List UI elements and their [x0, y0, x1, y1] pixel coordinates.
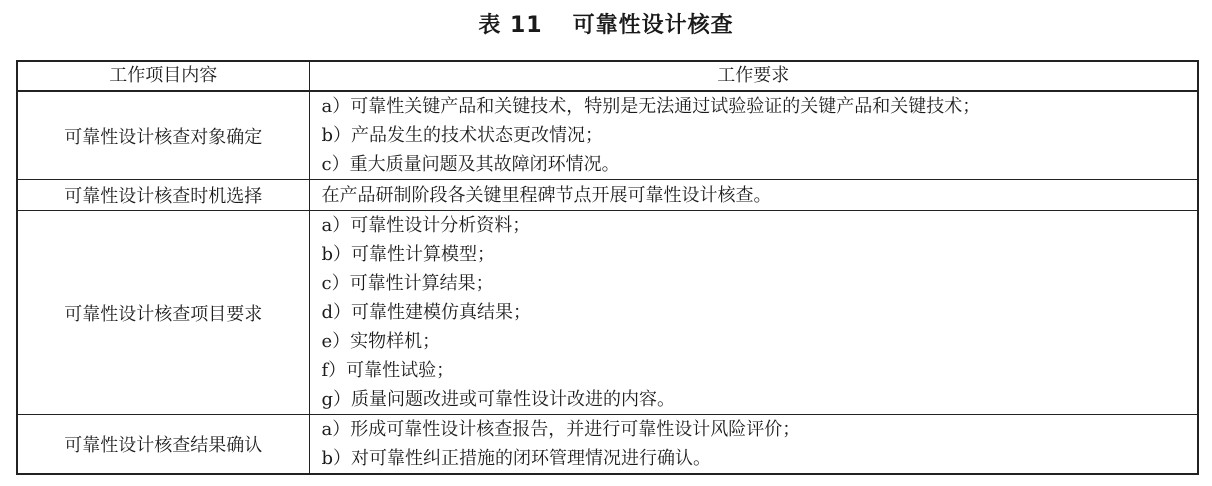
requirement-line: b）对可靠性纠正措施的闭环管理情况进行确认。	[321, 448, 712, 469]
requirement-line: a）可靠性设计分析资料；	[321, 215, 531, 236]
requirement-line: a）形成可靠性设计核查报告，并进行可靠性设计风险评价；	[321, 419, 801, 440]
row-item-project-requirements: 可靠性设计核查项目要求	[17, 211, 309, 415]
requirement-line: b）可靠性计算模型；	[321, 244, 496, 265]
requirement-line: e）实物样机；	[321, 331, 441, 352]
requirement-line: f）可靠性试验；	[321, 360, 455, 381]
row-requirements	[309, 91, 1198, 180]
requirement-line: c）重大质量问题及其故障闭环情况。	[321, 154, 620, 175]
requirement-line: c）可靠性计算结果；	[321, 273, 494, 294]
header-work-item: 工作项目内容	[17, 61, 309, 91]
table-title: 可靠性设计核查	[572, 13, 734, 38]
row-item-object-determination: 可靠性设计核查对象确定	[17, 91, 309, 180]
row-item-result-confirmation: 可靠性设计核查结果确认	[17, 415, 309, 475]
row-item-timing-selection: 可靠性设计核查时机选择	[17, 180, 309, 211]
requirement-line: d）可靠性建模仿真结果；	[321, 302, 532, 323]
requirement-line: g）质量问题改进或可靠性设计改进的内容。	[321, 389, 676, 410]
table-row	[17, 91, 1198, 180]
table-number: 表 11	[478, 13, 543, 38]
table-row	[17, 415, 1198, 475]
table-row	[17, 180, 1198, 211]
header-work-requirement: 工作要求	[309, 61, 1198, 91]
requirement-line: 在产品研制阶段各关键里程碑节点开展可靠性设计核查。	[321, 184, 772, 206]
row-requirements	[309, 415, 1198, 475]
requirement-line: b）产品发生的技术状态更改情况；	[321, 125, 604, 146]
requirement-line: a）可靠性关键产品和关键技术，特别是无法通过试验验证的关键产品和关键技术；	[321, 96, 981, 117]
table-header-row	[17, 61, 1198, 91]
table-caption	[0, 10, 1212, 42]
reliability-design-review-table	[16, 60, 1199, 475]
table-row	[17, 211, 1198, 415]
row-requirements	[309, 211, 1198, 415]
row-requirements	[309, 180, 1198, 211]
